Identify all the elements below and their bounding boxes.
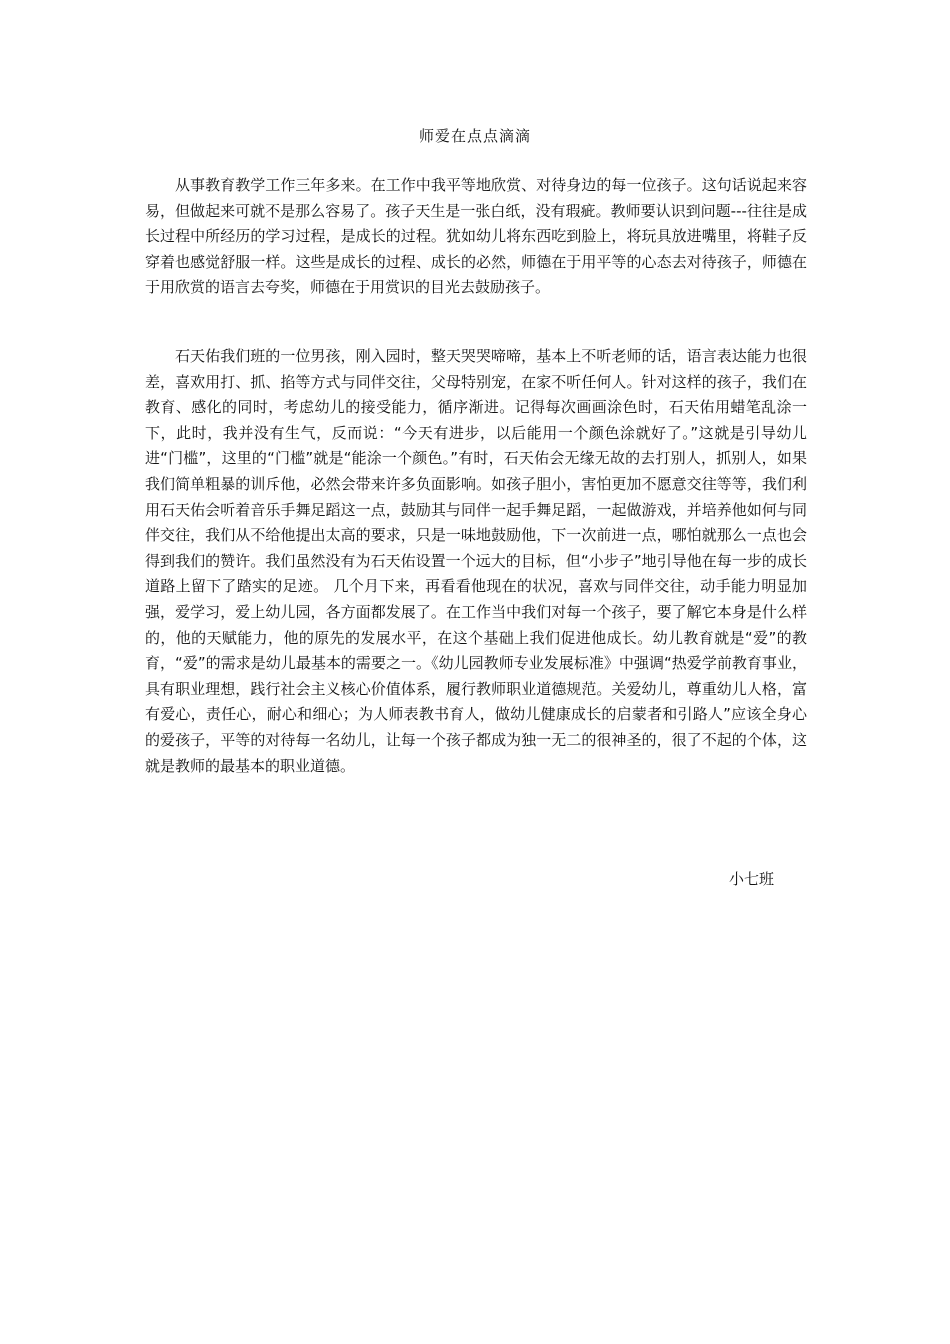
paragraph-1: 从事教育教学工作三年多来。在工作中我平等地欣赏、对待身边的每一位孩子。这句话说起来容易，但做起来可就不是那么容易了。孩子天生是一张白纸，没有瑕疵。教师要认识到问题---往往是成长过程中所经历的学习过程，是成长的过程。犹如幼儿将东西吃到脸上，将玩具放进嘴里，将鞋子反穿着也感觉舒服一样。这些是成长的过程、成长的必然，师德在于用平等的心态去对待孩子，师德在于用欣赏的语言去夸奖，师德在于用赏识的目光去鼓励孩子。 xyxy=(145,176,807,297)
paragraph-2: 石天佑我们班的一位男孩，刚入园时，整天哭哭啼啼，基本上不听老师的话，语言表达能力也很差，喜欢用打、抓、掐等方式与同伴交往，父母特别宠，在家不听任何人。针对这样的孩子，我们在教育、感化的同时，考虑幼儿的接受能力，循序渐进。记得每次画画涂色时，石天佑用蜡笔乱涂一下，此时，我并没有生气，反而说：“今天有进步，以后能用一个颜色涂就好了。”这就是引导幼儿进“门槛”，这里的“门槛”就是“能涂一个颜色。”有时，石天佑会无缘无故的去打别人，抓别人，如果我们简单粗暴的训斥他，必然会带来许多负面影响。如孩子胆小，害怕更加不愿意交往等等，我们利用石天佑会听着音乐手舞足蹈这一点，鼓励其与同伴一起手舞足蹈，一起做游戏，并培养他如何与同伴交往，我们从不给他提出太高的要求，只是一味地鼓励他，下一次前进一点，哪怕就那么一点也会得到我们的赞许。我们虽然没有为石天佑设置一个远大的目标，但“小步子”地引导他在每一步的成长道路上留下了踏实的足迹。 几个月下来，再看看他现在的状况，喜欢与同伴交往，动手能力明显加强，爱学习，爱上幼儿园，各方面都发展了。在工作当中我们对每一个孩子，要了解它本身是什么样的，他的天赋能力，他的原先的发展水平，在这个基础上我们促进他成长。幼儿教育就是“爱”的教育，“爱”的需求是幼儿最基本的需要之一。《幼儿园教师专业发展标准》中强调“热爱学前教育事业，具有职业理想，践行社会主义核心价值体系，履行教师职业道德规范。关爱幼儿，尊重幼儿人格，富有爱心，责任心，耐心和细心；为人师表教书育人，做幼儿健康成长的启蒙者和引路人”应该全身心的爱孩子，平等的对待每一名幼儿，让每一个孩子都成为独一无二的很神圣的，很了不起的个体，这就是教师的最基本的职业道德。 xyxy=(145,347,807,775)
document-title: 师爱在点点滴滴 xyxy=(418,127,531,145)
signature-class-name: 小七班 xyxy=(728,870,774,888)
